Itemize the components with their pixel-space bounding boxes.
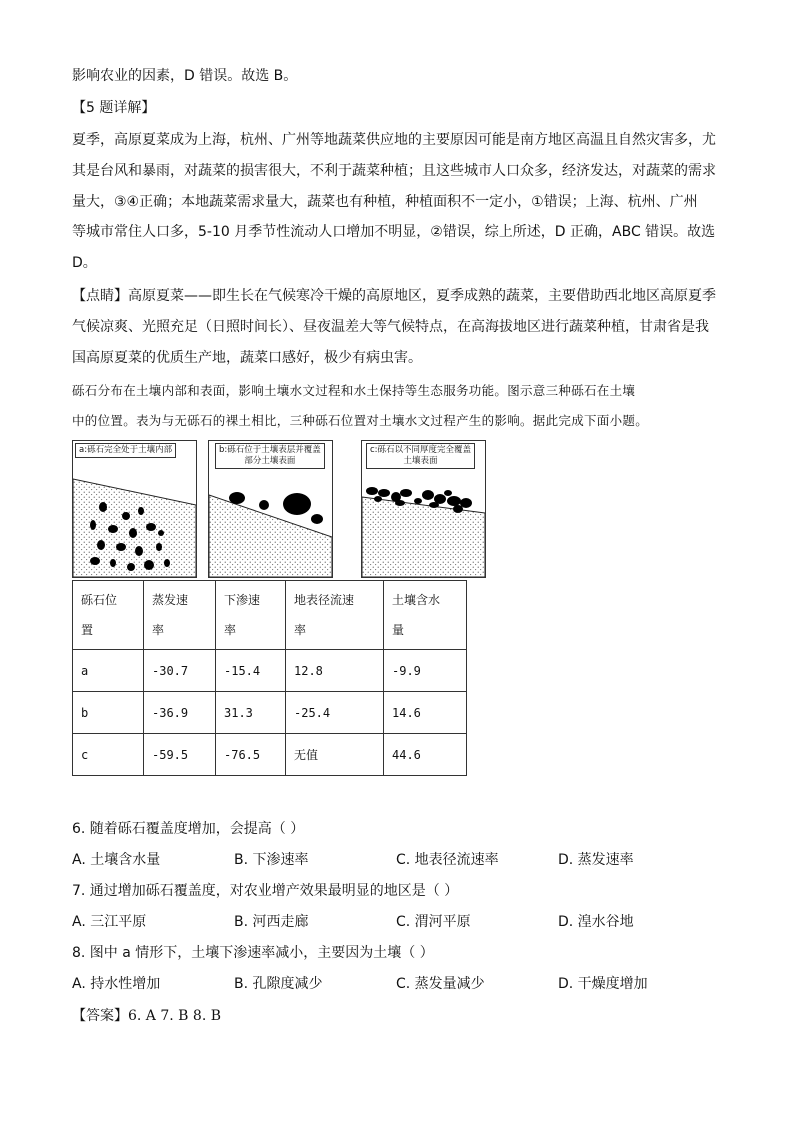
text-line: D。 — [72, 255, 97, 271]
intro-line: 中的位置。表为与无砾石的裸土相比，三种砾石位置对土壤水文过程产生的影响。据此完成下面小题。 — [72, 413, 649, 428]
question-7-option-a: A. 三江平原 — [72, 914, 147, 930]
header-text: 率 — [152, 623, 165, 637]
answer-label: 【答案】 — [72, 1008, 128, 1024]
question-8-option-b: B. 孔隙度减少 — [234, 976, 323, 992]
header-text: 土壤含水 — [392, 593, 441, 607]
question-6-option-b: B. 下渗速率 — [234, 852, 309, 868]
question-8-option-d: D. 干燥度增加 — [558, 976, 648, 992]
table-header-cell — [144, 581, 216, 650]
answer-line — [72, 1006, 221, 1026]
diagram-a — [72, 440, 197, 578]
caption-line: c:砾石以不同厚度完全覆盖 — [370, 445, 472, 455]
table-cell: -9.9 — [384, 650, 467, 692]
table-row — [73, 734, 467, 776]
table-cell: -76.5 — [216, 734, 286, 776]
text-line: 气候凉爽、光照充足（日照时间长）、昼夜温差大等气候特点，在高海拔地区进行蔬菜种植，甘肃省是我 — [72, 319, 709, 335]
table-cell: -25.4 — [286, 692, 384, 734]
table-row — [73, 692, 467, 734]
text-line: 【点睛】高原夏菜——即生长在气候寒冷干燥的高原地区，夏季成熟的蔬菜，主要借助西北地区高原夏季 — [72, 288, 716, 304]
question-6-option-a: A. 土壤含水量 — [72, 852, 161, 868]
text-line: 夏季，高原夏菜成为上海，杭州、广州等地蔬菜供应地的主要原因可能是南方地区高温且自然灾害多，尤 — [72, 132, 716, 148]
header-text: 置 — [81, 623, 94, 637]
text-line: 其是台风和暴雨，对蔬菜的损害很大，不利于蔬菜种植；且这些城市人口众多，经济发达，对蔬菜的需求 — [72, 163, 716, 179]
text-line: 量大，③④正确；本地蔬菜需求量大，蔬菜也有种植，种植面积不一定小，①错误；上海、杭州、广州 — [72, 194, 698, 210]
caption-line: 土壤表面 — [403, 456, 438, 466]
gravel-effect-table — [72, 580, 467, 776]
caption-line: b:砾石位于土壤表层并覆盖 — [219, 445, 321, 455]
header-text: 砾石位 — [81, 593, 118, 607]
table-cell: 44.6 — [384, 734, 467, 776]
header-text: 地表径流速 — [294, 593, 355, 607]
diagram-b-caption — [215, 443, 325, 469]
caption-line: 部分土壤表面 — [244, 456, 296, 466]
question-7-stem: 7. 通过增加砾石覆盖度，对农业增产效果最明显的地区是（ ） — [72, 883, 459, 899]
header-text: 量 — [392, 623, 405, 637]
answer-text: 6. A 7. B 8. B — [128, 1008, 222, 1024]
table-cell: 31.3 — [216, 692, 286, 734]
header-text: 率 — [294, 623, 307, 637]
table-cell: -15.4 — [216, 650, 286, 692]
table-cell: -59.5 — [144, 734, 216, 776]
text-line: 国高原夏菜的优质生产地，蔬菜口感好，极少有病虫害。 — [72, 350, 422, 366]
table-cell: 无值 — [286, 734, 384, 776]
header-text: 蒸发速 — [152, 593, 189, 607]
table-cell: -30.7 — [144, 650, 216, 692]
text-line: 等城市常住人口多，5-10 月季节性流动人口增加不明显，②错误，综上所述，D 正确，ABC 错误。故选 — [72, 224, 716, 240]
table-header-row — [73, 581, 467, 650]
diagram-c-caption — [366, 443, 475, 469]
table-cell: c — [73, 734, 144, 776]
diagram-a-caption: a:砾石完全处于土壤内部 — [75, 443, 176, 458]
diagram-c — [361, 440, 486, 578]
table-header-cell — [286, 581, 384, 650]
table-cell: -36.9 — [144, 692, 216, 734]
table-header-cell — [73, 581, 144, 650]
question-6-option-c: C. 地表径流速率 — [396, 852, 499, 868]
header-text: 下渗速 — [224, 593, 261, 607]
table-cell: b — [73, 692, 144, 734]
table-header-cell — [216, 581, 286, 650]
question-8-option-a: A. 持水性增加 — [72, 976, 161, 992]
question-8-stem: 8. 图中 a 情形下，土壤下渗速率减小，主要因为土壤（ ） — [72, 945, 434, 961]
text-line: 影响农业的因素，D 错误。故选 B。 — [72, 68, 298, 84]
question-7-option-b: B. 河西走廊 — [234, 914, 309, 930]
question-8-option-c: C. 蒸发量减少 — [396, 976, 485, 992]
table-row — [73, 650, 467, 692]
section-heading: 【5 题详解】 — [72, 100, 156, 116]
header-text: 率 — [224, 623, 237, 637]
question-7-option-c: C. 渭河平原 — [396, 914, 471, 930]
diagram-b — [208, 440, 333, 578]
table-cell: a — [73, 650, 144, 692]
table-header-cell — [384, 581, 467, 650]
question-6-option-d: D. 蒸发速率 — [558, 852, 634, 868]
intro-line: 砾石分布在土壤内部和表面，影响土壤水文过程和水土保持等生态服务功能。图示意三种砾石在土壤 — [72, 383, 636, 398]
table-cell: 14.6 — [384, 692, 467, 734]
question-7-option-d: D. 湟水谷地 — [558, 914, 634, 930]
table-cell: 12.8 — [286, 650, 384, 692]
diagram-a-figure — [73, 441, 196, 577]
question-6-stem: 6. 随着砾石覆盖度增加，会提高（ ） — [72, 821, 305, 837]
